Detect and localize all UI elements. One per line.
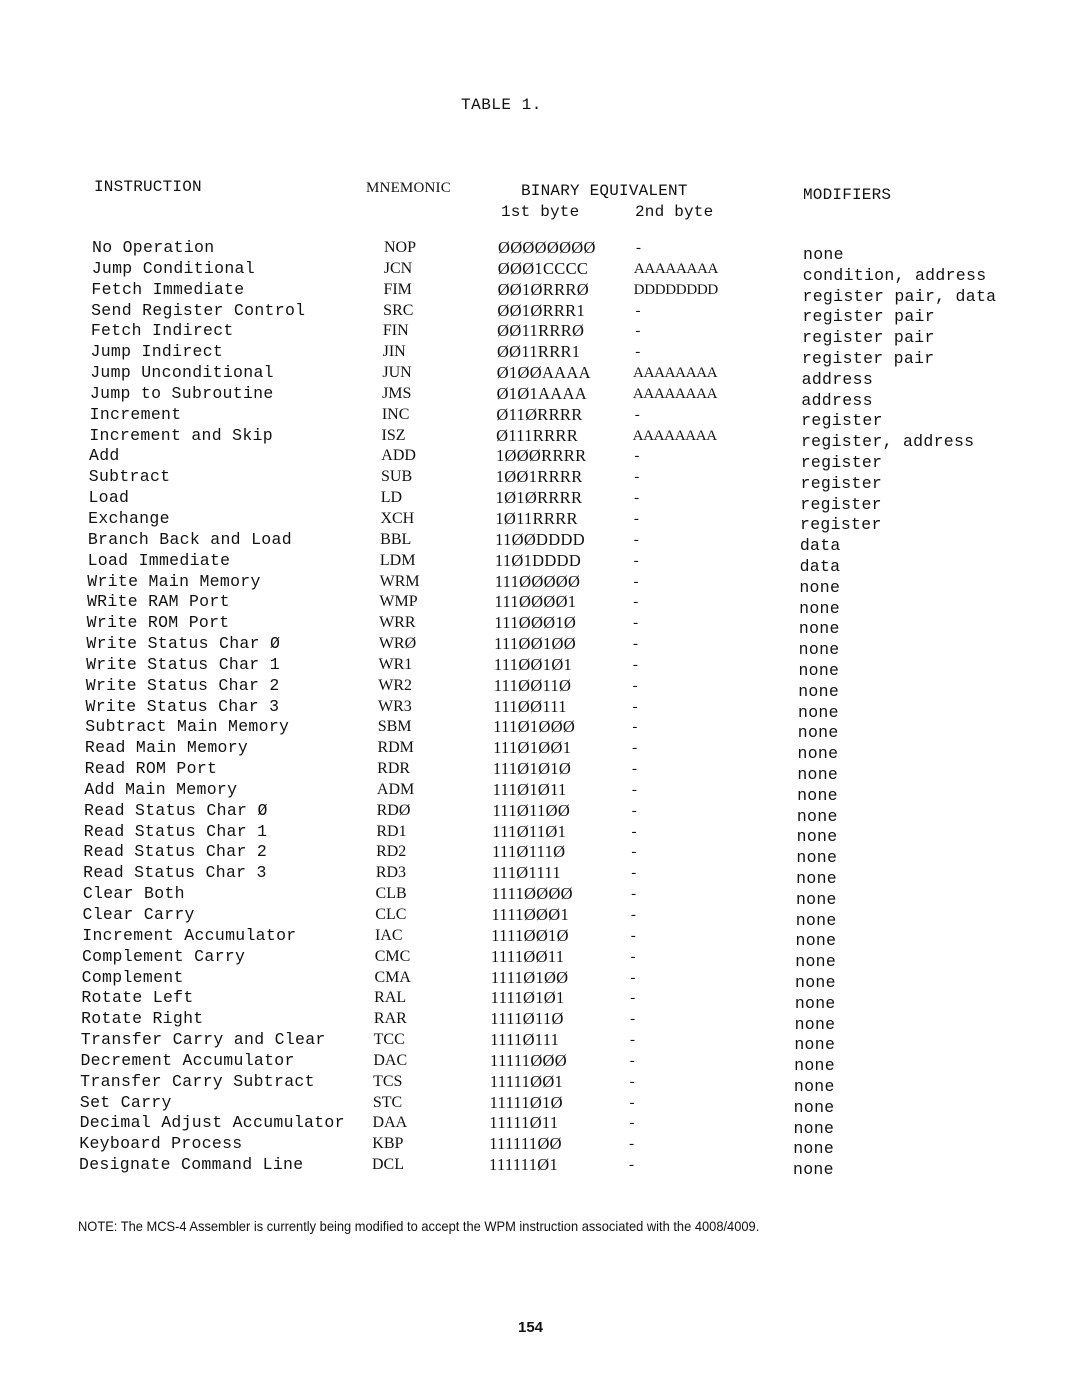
table-row — [0, 300, 1080, 327]
modifiers-cell: none — [795, 972, 836, 992]
binary-first-byte-cell: 111ØØ1Ø1 — [493, 654, 573, 674]
modifiers-cell: none — [798, 619, 840, 639]
table-row — [0, 1030, 1080, 1055]
binary-second-byte-cell: - — [633, 615, 638, 632]
table-row — [0, 508, 1080, 535]
instruction-cell: Jump Indirect — [90, 342, 224, 362]
binary-first-byte-cell: 111ØØØØØ — [494, 571, 581, 591]
mnemonic-cell: WRR — [379, 614, 416, 632]
binary-second-byte-cell: - — [630, 927, 636, 944]
column-subheader-second-byte: 2nd byte — [635, 203, 714, 221]
binary-second-byte-cell: - — [629, 1052, 635, 1069]
column-header-instruction: INSTRUCTION — [94, 178, 202, 196]
binary-second-byte-cell: - — [633, 510, 639, 527]
mnemonic-cell: CMC — [374, 947, 411, 965]
binary-second-byte-cell: - — [631, 865, 636, 882]
binary-second-byte-cell: - — [636, 240, 641, 256]
modifiers-cell: data — [799, 536, 841, 556]
binary-first-byte-cell: 1Ø11RRRR — [495, 508, 578, 528]
mnemonic-cell: RD3 — [375, 864, 407, 882]
binary-first-byte-cell: 11ØØDDDD — [495, 529, 585, 549]
binary-first-byte-cell: ØØ11RRR1 — [496, 342, 581, 362]
modifiers-cell: none — [795, 889, 837, 909]
instruction-table-body — [0, 238, 1080, 1180]
mnemonic-cell: CLC — [375, 906, 407, 923]
binary-second-byte-cell: - — [632, 698, 638, 715]
table-row — [0, 488, 1080, 514]
modifiers-cell: none — [799, 577, 841, 597]
binary-second-byte-cell: - — [635, 344, 640, 361]
table-row — [0, 279, 1080, 306]
instruction-cell: WRite RAM Port — [86, 592, 230, 612]
instruction-cell: Clear Carry — [82, 905, 195, 924]
binary-first-byte-cell: 111Ø1ØØ1 — [493, 738, 572, 758]
instruction-cell: Write Status Char 3 — [85, 696, 280, 716]
modifiers-cell: register — [800, 494, 882, 514]
binary-second-byte-cell: - — [633, 531, 639, 548]
modifiers-cell: register — [800, 515, 882, 535]
instruction-cell: Load Immediate — [87, 550, 231, 570]
binary-first-byte-cell: 111ØØ111 — [493, 696, 567, 716]
table-row — [0, 988, 1080, 1013]
binary-second-byte-cell: - — [632, 636, 638, 653]
instruction-cell: Read Main Memory — [84, 738, 249, 758]
table-row — [0, 842, 1080, 868]
mnemonic-cell: TCC — [373, 1031, 405, 1049]
modifiers-cell: register, address — [800, 432, 975, 452]
binary-first-byte-cell: 1Ø1ØRRRR — [495, 488, 583, 508]
mnemonic-cell: BBL — [380, 530, 412, 548]
binary-first-byte-cell: Ø11ØRRRR — [496, 404, 583, 424]
table-row — [0, 571, 1080, 597]
binary-first-byte-cell: Ø1ØØAAAA — [496, 363, 591, 383]
binary-first-byte-cell: 1111Ø1Ø1 — [490, 988, 565, 1008]
column-header-mnemonic: MNEMONIC — [366, 180, 451, 196]
binary-second-byte-cell: - — [629, 1032, 635, 1049]
instruction-cell: Clear Both — [82, 884, 185, 904]
modifiers-cell: none — [797, 764, 839, 784]
mnemonic-cell: RDM — [377, 739, 414, 757]
binary-second-byte-cell: - — [631, 781, 637, 798]
binary-second-byte-cell: - — [631, 802, 637, 819]
binary-first-byte-cell: 111ØØ1ØØ — [494, 634, 576, 654]
modifiers-cell: condition, address — [802, 265, 987, 285]
binary-first-byte-cell: 111ØØØ1Ø — [494, 613, 577, 633]
binary-second-byte-cell: - — [631, 886, 636, 903]
binary-first-byte-cell: ØØ1ØRRR1 — [497, 300, 586, 320]
table-row — [0, 1092, 1080, 1117]
binary-second-byte-cell: - — [633, 594, 638, 611]
modifiers-cell: none — [796, 806, 838, 826]
footnote: NOTE: The MCS-4 Assembler is currently being modified to accept the WPM instruction associated with the 4008/4009. — [78, 1218, 760, 1234]
mnemonic-cell: FIM — [383, 280, 412, 298]
binary-second-byte-cell: DDDDDDDD — [633, 281, 718, 298]
instruction-cell: Rotate Left — [81, 988, 194, 1008]
table-row — [0, 342, 1080, 368]
binary-second-byte-cell: - — [634, 448, 640, 465]
instruction-cell: Jump Unconditional — [90, 363, 274, 383]
mnemonic-cell: WRØ — [378, 635, 417, 653]
binary-first-byte-cell: 111Ø1Ø11 — [492, 779, 567, 799]
binary-first-byte-cell: 111111Ø1 — [489, 1155, 559, 1175]
mnemonic-cell: INC — [381, 405, 410, 423]
binary-first-byte-cell: 111Ø1111 — [491, 863, 561, 883]
table-row — [0, 821, 1080, 847]
binary-second-byte-cell: - — [631, 823, 637, 840]
modifiers-cell: none — [797, 744, 839, 764]
binary-first-byte-cell: 1111Ø11Ø — [490, 1009, 564, 1029]
binary-second-byte-cell: AAAAAAAA — [632, 385, 718, 402]
mnemonic-cell: LDM — [379, 551, 416, 569]
instruction-cell: Read Status Char 2 — [83, 842, 268, 862]
modifiers-cell: none — [793, 1118, 835, 1138]
binary-first-byte-cell: 11111ØØØ — [490, 1050, 567, 1070]
column-header-binary-equivalent: BINARY EQUIVALENT — [521, 182, 688, 200]
binary-first-byte-cell: 1ØØ1RRRR — [495, 467, 583, 487]
instruction-cell: Write ROM Port — [86, 613, 230, 633]
modifiers-cell: none — [798, 681, 840, 701]
instruction-cell: Set Carry — [79, 1092, 172, 1112]
table-row — [0, 800, 1080, 826]
binary-second-byte-cell: - — [629, 1115, 635, 1132]
modifiers-cell: none — [795, 931, 837, 951]
binary-first-byte-cell: ØØ11RRRØ — [497, 321, 585, 341]
table-row — [0, 759, 1080, 784]
binary-second-byte-cell: - — [635, 323, 641, 340]
modifiers-cell: none — [798, 660, 840, 680]
mnemonic-cell: JMS — [382, 384, 412, 402]
binary-first-byte-cell: 11111ØØ1 — [489, 1071, 564, 1091]
instruction-cell: Read ROM Port — [84, 759, 218, 779]
binary-first-byte-cell: 1111ØØ1Ø — [491, 925, 569, 945]
modifiers-cell: none — [793, 1139, 835, 1159]
mnemonic-cell: NOP — [384, 239, 417, 256]
modifiers-cell: address — [801, 390, 873, 410]
modifiers-cell: address — [801, 369, 874, 389]
binary-second-byte-cell: - — [630, 907, 636, 923]
mnemonic-cell: KBP — [372, 1135, 404, 1153]
binary-first-byte-cell: 11111Ø1Ø — [489, 1092, 563, 1112]
instruction-cell: Increment and Skip — [89, 425, 273, 445]
column-header-modifiers: MODIFIERS — [803, 186, 892, 204]
instruction-cell: Write Status Char 2 — [85, 675, 280, 695]
mnemonic-cell: RD1 — [376, 822, 407, 840]
instruction-cell: Subtract Main Memory — [85, 717, 290, 737]
mnemonic-cell: WRM — [379, 572, 420, 590]
table-row — [0, 1050, 1080, 1076]
binary-first-byte-cell: Ø1Ø1AAAA — [496, 383, 587, 403]
mnemonic-cell: STC — [372, 1093, 403, 1111]
binary-first-byte-cell: ØØØØØØØØ — [498, 238, 596, 257]
modifiers-cell: none — [794, 993, 836, 1013]
binary-second-byte-cell: - — [630, 948, 636, 965]
binary-first-byte-cell: 11111Ø11 — [489, 1113, 559, 1133]
binary-first-byte-cell: ØØ1ØRRRØ — [497, 279, 589, 299]
table-row — [0, 738, 1080, 764]
instruction-cell: Decrement Accumulator — [80, 1050, 295, 1070]
binary-second-byte-cell: AAAAAAAA — [633, 365, 718, 382]
instruction-cell: Increment — [89, 404, 182, 424]
modifiers-cell: register pair, data — [802, 286, 997, 306]
mnemonic-cell: RD2 — [376, 843, 407, 861]
instruction-cell: Keyboard Process — [79, 1134, 243, 1154]
instruction-cell: Exchange — [88, 508, 170, 528]
modifiers-cell: none — [793, 1160, 834, 1180]
table-title: TABLE 1. — [461, 96, 542, 114]
mnemonic-cell: WR1 — [378, 655, 413, 673]
modifiers-cell: register pair — [801, 348, 935, 368]
mnemonic-cell: CMA — [374, 968, 411, 986]
instruction-cell: Fetch Immediate — [91, 279, 245, 299]
table-row — [0, 446, 1080, 472]
mnemonic-cell: JCN — [383, 259, 413, 277]
table-row — [0, 383, 1080, 410]
instruction-cell: Add Main Memory — [84, 779, 238, 799]
binary-first-byte-cell: Ø111RRRR — [496, 425, 579, 445]
instruction-cell: Jump Conditional — [91, 258, 255, 278]
instruction-cell: Add — [89, 446, 120, 466]
instruction-cell: Write Status Char Ø — [86, 634, 281, 654]
modifiers-cell: data — [799, 556, 841, 576]
instruction-cell: Complement Carry — [81, 946, 246, 966]
table-row — [0, 613, 1080, 639]
table-row — [0, 696, 1080, 722]
modifiers-cell: none — [794, 1056, 835, 1076]
instruction-cell: Complement — [81, 967, 184, 987]
mnemonic-cell: WR2 — [378, 676, 413, 694]
binary-second-byte-cell: - — [629, 1094, 635, 1111]
binary-first-byte-cell: ØØØ1CCCC — [497, 258, 589, 278]
mnemonic-cell: JUN — [382, 364, 412, 382]
table-row — [0, 238, 1080, 264]
instruction-cell: Read Status Char 3 — [83, 863, 267, 883]
modifiers-cell: register pair — [802, 307, 935, 327]
modifiers-cell: none — [794, 1035, 836, 1055]
binary-second-byte-cell: - — [629, 1073, 635, 1090]
binary-first-byte-cell: 1111ØØ11 — [491, 946, 565, 966]
mnemonic-cell: SRC — [383, 301, 414, 319]
binary-first-byte-cell: 1111ØØØ1 — [491, 905, 570, 924]
binary-second-byte-cell: AAAAAAAA — [633, 260, 719, 277]
binary-second-byte-cell: - — [633, 552, 639, 569]
modifiers-cell: none — [793, 1076, 835, 1096]
table-row — [0, 258, 1080, 285]
mnemonic-cell: RDØ — [376, 801, 411, 819]
table-row — [0, 946, 1080, 972]
mnemonic-cell: CLB — [375, 885, 407, 903]
binary-second-byte-cell: - — [634, 469, 639, 486]
binary-second-byte-cell: - — [633, 573, 639, 590]
table-row — [0, 675, 1080, 701]
binary-second-byte-cell: - — [634, 490, 639, 507]
binary-first-byte-cell: 111Ø1ØØØ — [493, 717, 576, 737]
mnemonic-cell: SBM — [377, 718, 412, 736]
mnemonic-cell: WMP — [379, 593, 418, 611]
table-row — [0, 717, 1080, 743]
mnemonic-cell: RAR — [373, 1010, 407, 1028]
binary-first-byte-cell: 111111ØØ — [489, 1134, 562, 1154]
mnemonic-cell: DAA — [372, 1114, 408, 1132]
binary-first-byte-cell: 1111Ø111 — [490, 1030, 560, 1050]
instruction-cell: Read Status Char 1 — [83, 821, 268, 841]
mnemonic-cell: FIN — [382, 322, 409, 340]
table-row — [0, 884, 1080, 909]
table-row — [0, 321, 1080, 348]
binary-second-byte-cell: - — [632, 677, 638, 694]
binary-second-byte-cell: - — [629, 1136, 634, 1153]
instruction-cell: Load — [88, 488, 130, 508]
modifiers-cell: none — [799, 598, 840, 618]
table-row — [0, 592, 1080, 618]
table-row — [0, 863, 1080, 888]
binary-first-byte-cell: 111Ø11ØØ — [492, 800, 571, 820]
binary-second-byte-cell: - — [632, 740, 637, 757]
table-row — [0, 1009, 1080, 1034]
modifiers-cell: none — [796, 868, 837, 888]
modifiers-cell: none — [795, 952, 837, 972]
modifiers-cell: register pair — [802, 328, 935, 348]
binary-first-byte-cell: 111Ø11Ø1 — [492, 821, 567, 841]
binary-second-byte-cell: - — [632, 761, 637, 778]
modifiers-cell: none — [803, 245, 844, 264]
table-row — [0, 363, 1080, 389]
mnemonic-cell: LD — [380, 489, 403, 507]
instruction-cell: Write Status Char 1 — [86, 654, 280, 674]
modifiers-cell: none — [798, 702, 839, 722]
mnemonic-cell: RDR — [377, 760, 411, 778]
binary-second-byte-cell: - — [631, 844, 637, 861]
binary-second-byte-cell: - — [632, 656, 638, 673]
table-row — [0, 425, 1080, 452]
binary-first-byte-cell: 111Ø111Ø — [492, 842, 566, 862]
page-number: 154 — [518, 1319, 544, 1336]
column-subheader-first-byte: 1st byte — [501, 203, 580, 221]
binary-first-byte-cell: 111Ø1Ø1Ø — [492, 759, 572, 779]
mnemonic-cell: ISZ — [381, 426, 406, 444]
instruction-cell: Decimal Adjust Accumulator — [79, 1113, 345, 1133]
table-row — [0, 1155, 1080, 1180]
instruction-cell: Transfer Carry Subtract — [80, 1071, 315, 1091]
instruction-cell: Send Register Control — [91, 300, 306, 320]
mnemonic-cell: SUB — [381, 468, 413, 486]
binary-first-byte-cell: 1111ØØØØ — [491, 884, 573, 904]
binary-first-byte-cell: 111ØØ11Ø — [493, 675, 572, 695]
mnemonic-cell: DCL — [372, 1156, 404, 1174]
modifiers-cell: register — [800, 473, 883, 493]
modifiers-cell: none — [797, 785, 838, 805]
table-row — [0, 529, 1080, 556]
table-row — [0, 634, 1080, 660]
mnemonic-cell: IAC — [375, 926, 403, 944]
mnemonic-cell: WR3 — [378, 697, 412, 715]
instruction-cell: Write Main Memory — [87, 571, 261, 591]
instruction-cell: Rotate Right — [81, 1009, 204, 1029]
modifiers-cell: none — [793, 1097, 835, 1117]
binary-first-byte-cell: 1111Ø1ØØ — [490, 967, 569, 987]
instruction-cell: Subtract — [88, 467, 171, 487]
instruction-cell: Read Status Char Ø — [84, 800, 268, 820]
instruction-cell: Branch Back and Load — [87, 529, 292, 549]
table-row — [0, 550, 1080, 576]
binary-second-byte-cell: - — [635, 302, 641, 319]
mnemonic-cell: XCH — [380, 509, 415, 527]
instruction-cell: Jump to Subroutine — [89, 383, 274, 403]
binary-second-byte-cell: - — [630, 1011, 635, 1028]
table-row — [0, 404, 1080, 431]
instruction-cell: Increment Accumulator — [82, 925, 297, 945]
binary-second-byte-cell: - — [630, 969, 636, 986]
instruction-cell: Transfer Carry and Clear — [80, 1030, 326, 1050]
modifiers-cell: register — [800, 452, 883, 472]
binary-second-byte-cell: - — [632, 719, 638, 736]
mnemonic-cell: JIN — [382, 343, 406, 361]
table-row — [0, 1113, 1080, 1138]
table-row — [0, 1134, 1080, 1159]
binary-first-byte-cell: 11Ø1DDDD — [494, 550, 582, 570]
mnemonic-cell: ADD — [381, 447, 416, 465]
binary-first-byte-cell: 1ØØØRRRR — [495, 446, 587, 466]
table-row — [0, 925, 1080, 951]
modifiers-cell: none — [797, 723, 839, 743]
binary-second-byte-cell: AAAAAAAA — [632, 427, 717, 444]
instruction-cell: Designate Command Line — [79, 1155, 304, 1175]
mnemonic-cell: TCS — [373, 1072, 403, 1090]
binary-second-byte-cell: - — [630, 990, 635, 1007]
binary-second-byte-cell: - — [629, 1157, 634, 1174]
modifiers-cell: none — [795, 910, 837, 930]
table-row — [0, 1071, 1080, 1096]
table-row — [0, 467, 1080, 493]
binary-first-byte-cell: 111ØØØØ1 — [494, 592, 577, 612]
modifiers-cell: none — [798, 640, 840, 660]
modifiers-cell: register — [801, 411, 883, 431]
table-row — [0, 779, 1080, 805]
table-row — [0, 967, 1080, 992]
mnemonic-cell: RAL — [374, 989, 407, 1007]
mnemonic-cell: DAC — [373, 1051, 408, 1069]
instruction-cell: Fetch Indirect — [90, 321, 234, 341]
modifiers-cell: none — [796, 848, 838, 868]
modifiers-cell: none — [794, 1014, 836, 1034]
table-row — [0, 654, 1080, 680]
mnemonic-cell: ADM — [376, 780, 415, 798]
modifiers-cell: none — [796, 827, 838, 847]
table-row — [0, 905, 1080, 930]
binary-second-byte-cell: - — [634, 406, 640, 423]
instruction-cell: No Operation — [92, 238, 215, 257]
